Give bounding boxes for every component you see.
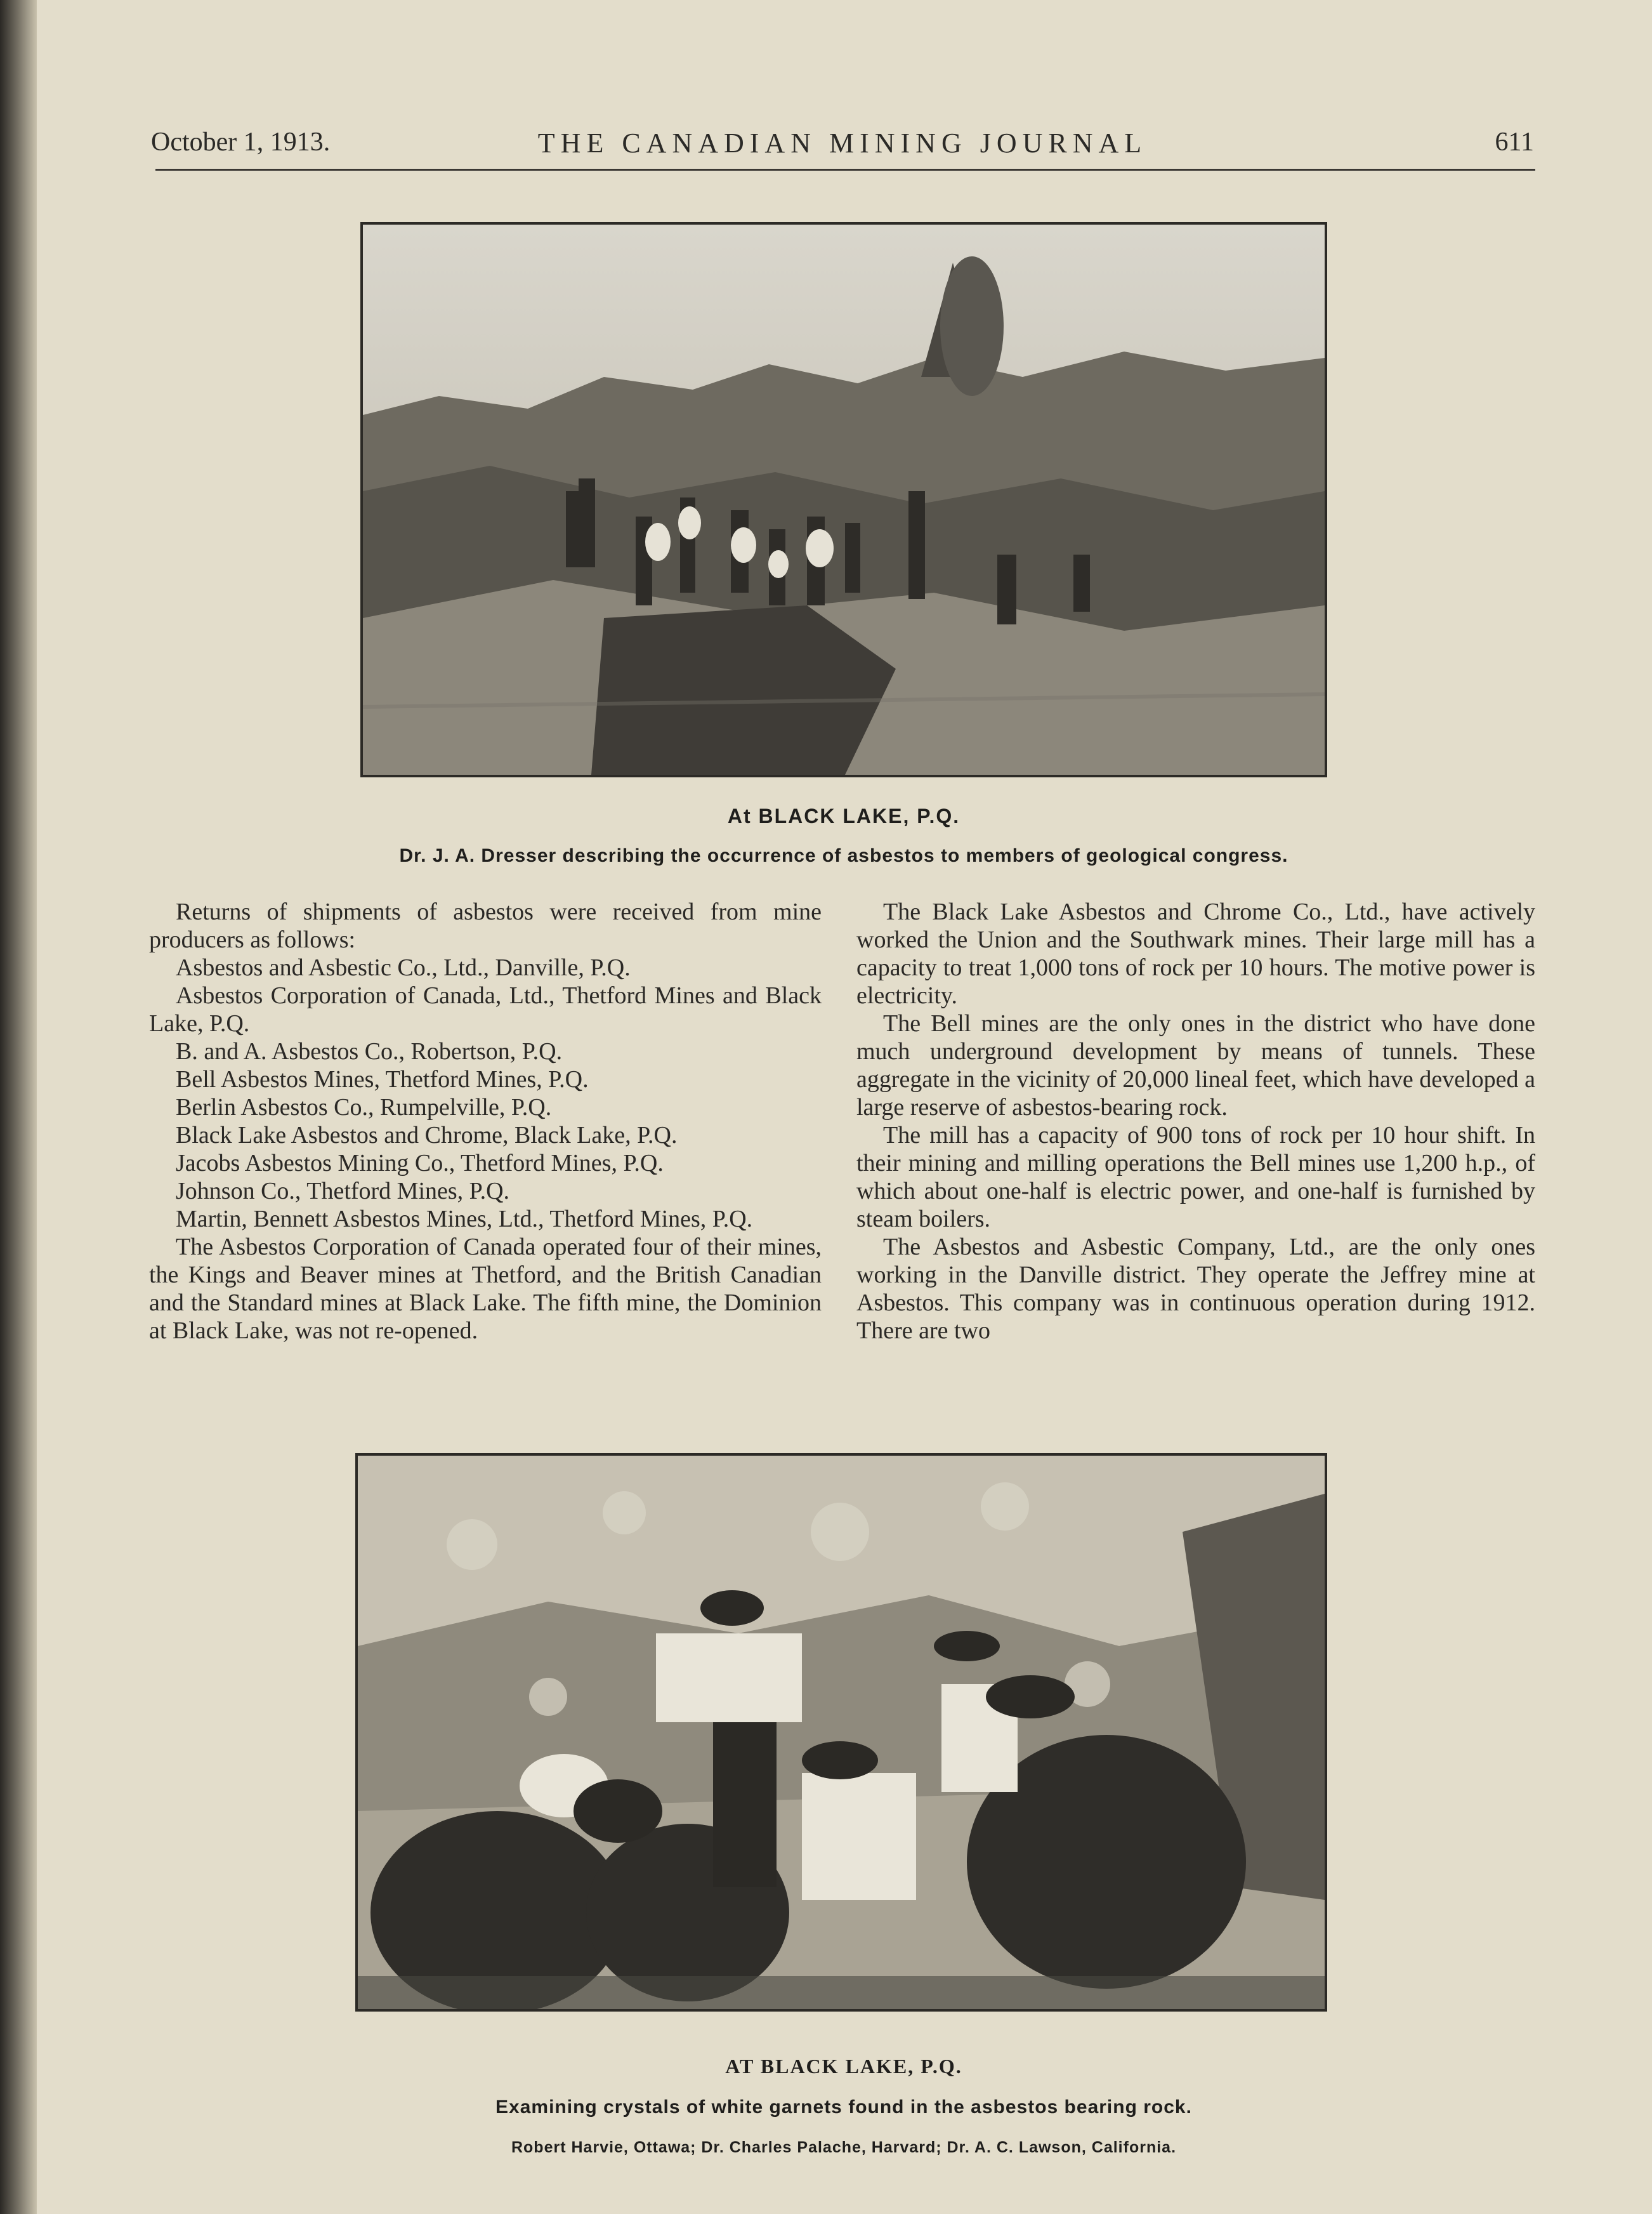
producer-item: Jacobs Asbestos Mining Co., Thetford Mines, P.Q. — [176, 1150, 664, 1176]
header-journal-title: THE CANADIAN MINING JOURNAL — [537, 128, 1148, 159]
body-paragraph: The mill has a capacity of 900 tons of rock per 10 hour shift. In their mining and milling operations the Bell mines use 1,200 h.p., of which about one-half is electric power, and one-half is furnished by steam boilers. — [856, 1122, 1535, 1232]
photo-geological-congress — [360, 222, 1327, 777]
body-paragraph: The Asbestos and Asbestic Company, Ltd., are the only ones working in the Danville district. They operate the Jeffrey mine at Asbestos. This company was in continuous operation during 1912. There are two — [856, 1234, 1535, 1344]
header-rule — [155, 169, 1535, 171]
producer-item: Johnson Co., Thetford Mines, P.Q. — [176, 1178, 510, 1204]
body-paragraph: The Asbestos Corporation of Canada operated four of their mines, the Kings and Beaver mines at Thetford, and the British Canadian and the Standard mines at Black Lake. The fifth mine, the Dominion at Black Lake, was not re-opened. — [149, 1234, 822, 1344]
producer-item: Berlin Asbestos Co., Rumpelville, P.Q. — [176, 1094, 552, 1121]
header-date: October 1, 1913. — [151, 128, 331, 157]
producer-item: Asbestos Corporation of Canada, Ltd., Thetford Mines and Black Lake, P.Q. — [149, 982, 822, 1037]
running-header — [151, 127, 1534, 171]
figure2-caption: Examining crystals of white garnets found in the asbestos bearing rock. — [495, 2097, 1192, 2118]
figure1-caption: Dr. J. A. Dresser describing the occurrence of asbestos to members of geological congress. — [399, 845, 1288, 866]
producer-item: Martin, Bennett Asbestos Mines, Ltd., Thetford Mines, P.Q. — [176, 1206, 753, 1232]
figure2-title: AT BLACK LAKE, P.Q. — [725, 2055, 962, 2078]
body-paragraph: The Bell mines are the only ones in the district who have done much underground development by means of tunnels. These aggregate in the vicinity of 20,000 lineal feet, which have developed a large reserve of asbestos-bearing rock. — [856, 1010, 1535, 1121]
photo-examining-garnets — [355, 1453, 1327, 2012]
header-page-number: 611 — [1495, 128, 1534, 157]
left-column — [149, 898, 822, 1345]
body-paragraph: The Black Lake Asbestos and Chrome Co., Ltd., have actively worked the Union and the Southwark mines. Their large mill has a capacity to treat 1,000 tons of rock per 10 hours. The motive power is electricity. — [856, 899, 1535, 1009]
producer-item: Asbestos and Asbestic Co., Ltd., Danville, P.Q. — [176, 954, 631, 981]
figure1-title: At BLACK LAKE, P.Q. — [727, 805, 960, 827]
figure2-credit: Robert Harvie, Ottawa; Dr. Charles Palache, Harvard; Dr. A. C. Lawson, California. — [511, 2138, 1177, 2156]
producer-item: B. and A. Asbestos Co., Robertson, P.Q. — [176, 1038, 563, 1065]
book-gutter-shadow — [0, 0, 37, 2214]
right-column — [856, 898, 1535, 1345]
producer-item: Black Lake Asbestos and Chrome, Black Lake, P.Q. — [176, 1122, 678, 1149]
intro-paragraph: Returns of shipments of asbestos were received from mine producers as follows: — [149, 899, 822, 953]
producer-item: Bell Asbestos Mines, Thetford Mines, P.Q. — [176, 1066, 589, 1093]
